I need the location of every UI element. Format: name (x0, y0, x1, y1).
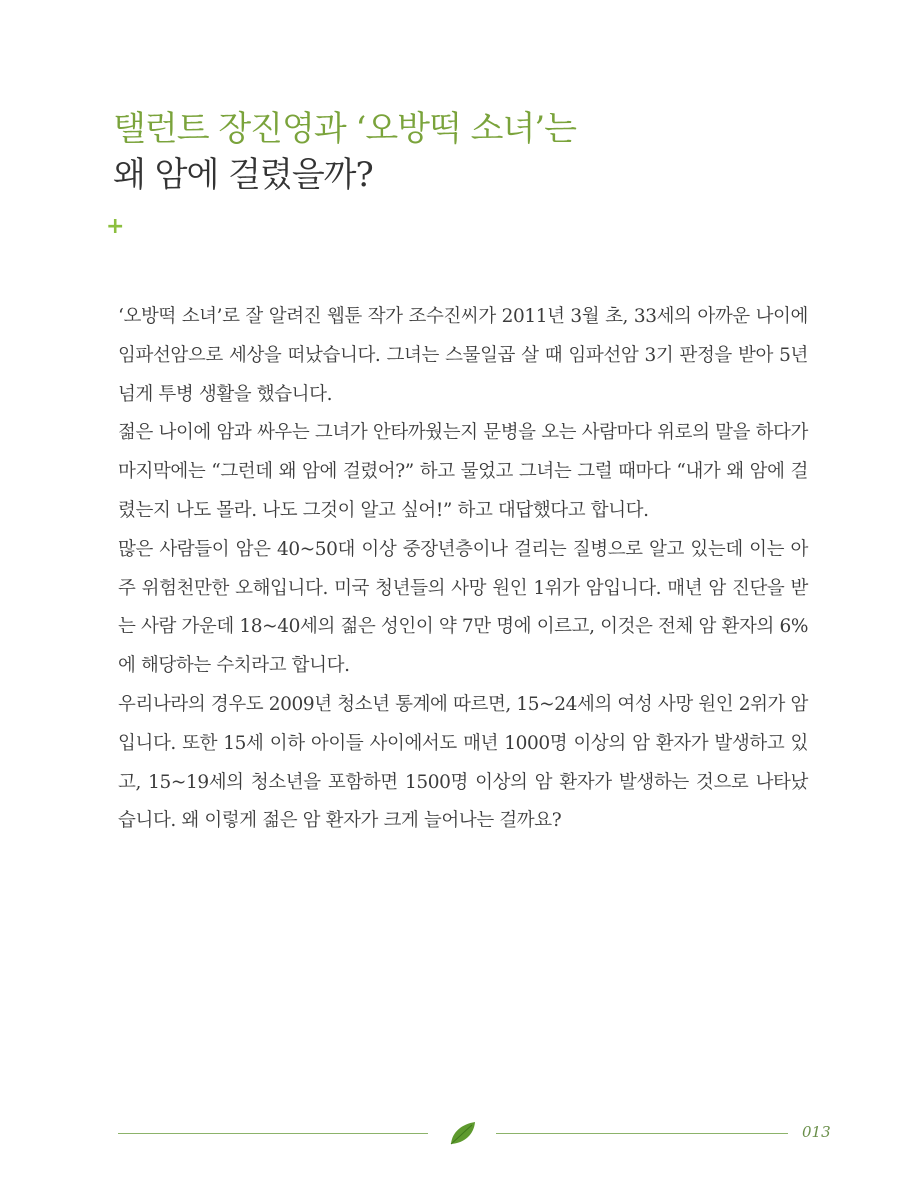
plus-icon: + (106, 214, 125, 239)
title-line-1: 탤런트 장진영과 ‘오방떡 소녀’는 (113, 109, 577, 149)
footer-rule-left (118, 1133, 428, 1134)
paragraph-4: 우리나라의 경우도 2009년 청소년 통계에 따르면, 15~24세의 여성 사망 원인 2위가 암입니다. 또한 15세 이하 아이들 사이에서도 매년 1000명 이상의 암 환자가 발생하고 있고, 15~19세의 청소년을 포함하면 1500명 이상의 암 환자가 발생하는 것으로 나타났습니다. 왜 이렇게 젊은 암 환자가 크게 늘어나는 걸까요? (118, 693, 808, 832)
page-title (113, 106, 576, 198)
title-line-2: 왜 암에 걸렸을까? (113, 155, 373, 195)
body-text (118, 298, 808, 841)
page-footer (118, 1112, 836, 1152)
footer-rule-right (496, 1133, 788, 1134)
paragraph-3: 많은 사람들이 암은 40~50대 이상 중장년층이나 걸리는 질병으로 알고 있는데 이는 아주 위험천만한 오해입니다. 미국 청년들의 사망 원인 1위가 암입니다. 매년 암 진단을 받는 사람 가운데 18~40세의 젊은 성인이 약 7만 명에 이르고, 이것은 전체 암 환자의 6%에 해당하는 수치라고 합니다. (118, 538, 808, 677)
leaf-icon (448, 1120, 478, 1146)
page-number: 013 (802, 1123, 831, 1141)
paragraph-2: 젊은 나이에 암과 싸우는 그녀가 안타까웠는지 문병을 오는 사람마다 위로의 말을 하다가 마지막에는 “그런데 왜 암에 걸렸어?” 하고 물었고 그녀는 그럴 때마다 “내가 왜 암에 걸렸는지 나도 몰라. 나도 그것이 알고 싶어!” 하고 대답했다고 합니다. (118, 422, 808, 521)
paragraph-1: ‘오방떡 소녀’로 잘 알려진 웹툰 작가 조수진씨가 2011년 3월 초, 33세의 아까운 나이에 임파선암으로 세상을 떠났습니다. 그녀는 스물일곱 살 때 임파선암 3기 판정을 받아 5년 넘게 투병 생활을 했습니다. (118, 306, 808, 405)
